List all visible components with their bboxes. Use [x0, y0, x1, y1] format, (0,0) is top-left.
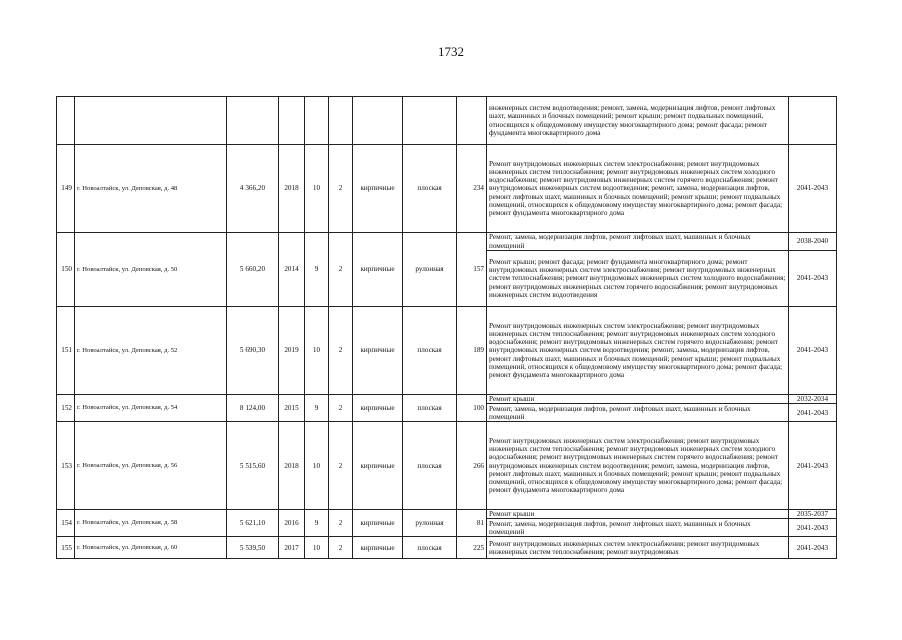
- address-cell: г. Новоалтайск, ул. Деповская, д. 58: [75, 510, 227, 537]
- apartments-cell: 225: [457, 537, 487, 559]
- floors-cell: 10: [305, 422, 329, 510]
- period-cell: 2041-2043: [789, 404, 837, 422]
- year-built-cell: 2016: [279, 510, 305, 537]
- entrances-cell: 2: [329, 510, 353, 537]
- apartments-cell: 234: [457, 145, 487, 233]
- wall-material-cell: кирпичные: [353, 422, 403, 510]
- row-number: 151: [57, 307, 75, 395]
- year-built-cell: 2017: [279, 537, 305, 559]
- entrances-cell: 2: [329, 145, 353, 233]
- address-cell: г. Новоалтайск, ул. Деповская, д. 52: [75, 307, 227, 395]
- wall-material-cell: кирпичные: [353, 395, 403, 422]
- address-cell: г. Новоалтайск, ул. Деповская, д. 48: [75, 145, 227, 233]
- row-number: 150: [57, 233, 75, 307]
- wall-material-cell: кирпичные: [353, 233, 403, 307]
- address-cell: [75, 97, 227, 145]
- table-row: [57, 422, 837, 510]
- entrances-cell: [329, 97, 353, 145]
- work-description-cell: Ремонт крыши: [487, 395, 789, 404]
- area-cell: 5 539,50: [227, 537, 279, 559]
- work-description-cell: Ремонт, замена, модернизация лифтов, ремонт лифтовых шахт, машинных и блочных помещений: [487, 233, 789, 251]
- roof-type-cell: рулонная: [403, 510, 457, 537]
- table-row: [57, 395, 837, 404]
- wall-material-cell: кирпичные: [353, 307, 403, 395]
- period-cell: 2032-2034: [789, 395, 837, 404]
- period-cell: 2041-2043: [789, 422, 837, 510]
- address-cell: г. Новоалтайск, ул. Деповская, д. 56: [75, 422, 227, 510]
- wall-material-cell: кирпичные: [353, 510, 403, 537]
- work-description-cell: Ремонт внутридомовых инженерных систем электроснабжения; ремонт внутридомовых инженерных систем теплоснабжения; ремонт внутридомовых: [487, 537, 789, 559]
- period-cell: [789, 97, 837, 145]
- apartments-cell: 189: [457, 307, 487, 395]
- area-cell: 4 366,20: [227, 145, 279, 233]
- row-number: 149: [57, 145, 75, 233]
- page-number: 1732: [438, 44, 464, 59]
- roof-type-cell: плоская: [403, 422, 457, 510]
- walls-cell: [353, 97, 403, 145]
- table-row: [57, 537, 837, 559]
- address-cell: г. Новоалтайск, ул. Деповская, д. 60: [75, 537, 227, 559]
- entrances-cell: 2: [329, 233, 353, 307]
- table-row: [57, 233, 837, 251]
- floors-cell: 10: [305, 145, 329, 233]
- roof-type-cell: рулонная: [403, 233, 457, 307]
- wall-material-cell: кирпичные: [353, 537, 403, 559]
- area-cell: 8 124,00: [227, 395, 279, 422]
- period-cell: 2041-2043: [789, 251, 837, 307]
- floors-cell: [305, 97, 329, 145]
- work-cell: инженерных систем водоотведения; ремонт, замена, модернизация лифтов, ремонт лифтовых шахт, машинных и блочных помещений; ремонт крыши; ремонт подвальных помещений, относящихся к общедомовому имуществу многоквартирного дома; ремонт фасада; ремонт фундамента многоквартирного дома: [487, 97, 789, 145]
- floors-cell: 9: [305, 395, 329, 422]
- row-number: 155: [57, 537, 75, 559]
- roof-type-cell: плоская: [403, 307, 457, 395]
- floors-cell: 10: [305, 307, 329, 395]
- wall-material-cell: кирпичные: [353, 145, 403, 233]
- entrances-cell: 2: [329, 537, 353, 559]
- roof-type-cell: плоская: [403, 537, 457, 559]
- work-description-cell: Ремонт, замена, модернизация лифтов, ремонт лифтовых шахт, машинных и блочных помещений: [487, 404, 789, 422]
- continuation-row: [57, 97, 837, 145]
- floors-cell: 9: [305, 233, 329, 307]
- area-cell: 5 690,30: [227, 307, 279, 395]
- period-cell: 2038-2040: [789, 233, 837, 251]
- roof-cell: [403, 97, 457, 145]
- work-description-cell: Ремонт, замена, модернизация лифтов, ремонт лифтовых шахт, машинных и блочных помещений: [487, 519, 789, 537]
- address-cell: г. Новоалтайск, ул. Деповская, д. 54: [75, 395, 227, 422]
- area-cell: 5 660,20: [227, 233, 279, 307]
- registry-body: [57, 97, 837, 559]
- table-row: [57, 510, 837, 519]
- row-number: 153: [57, 422, 75, 510]
- table-row: [57, 307, 837, 395]
- address-cell: г. Новоалтайск, ул. Деповская, д. 50: [75, 233, 227, 307]
- floors-cell: 9: [305, 510, 329, 537]
- row-number: 154: [57, 510, 75, 537]
- period-cell: 2035-2037: [789, 510, 837, 519]
- entrances-cell: 2: [329, 307, 353, 395]
- work-description-cell: Ремонт внутридомовых инженерных систем электроснабжения; ремонт внутридомовых инженерных систем теплоснабжения; ремонт внутридомовых инженерных систем холодного водоснабжения; ремонт внутридомовых инженерных систем горячего водоснабжения; ремонт внутридомовых инженерных систем водоотведения; ремонт, замена, модернизация лифтов, ремонт лифтовых шахт, машинных и блочных помещений; ремонт крыши; ремонт подвальных помещений, относящихся к общедомовому имуществу многоквартирного дома; ремонт фасада; ремонт фундамента многоквартирного дома: [487, 307, 789, 395]
- period-cell: 2041-2043: [789, 537, 837, 559]
- year-built-cell: 2015: [279, 395, 305, 422]
- year-cell: [279, 97, 305, 145]
- apartments-cell: 157: [457, 233, 487, 307]
- year-built-cell: 2018: [279, 145, 305, 233]
- work-description-cell: Ремонт внутридомовых инженерных систем электроснабжения; ремонт внутридомовых инженерных систем теплоснабжения; ремонт внутридомовых инженерных систем холодного водоснабжения; ремонт внутридомовых инженерных систем горячего водоснабжения; ремонт внутридомовых инженерных систем водоотведения; ремонт, замена, модернизация лифтов, ремонт лифтовых шахт, машинных и блочных помещений; ремонт крыши; ремонт подвальных помещений, относящихся к общедомовому имуществу многоквартирного дома; ремонт фасада; ремонт фундамента многоквартирного дома: [487, 422, 789, 510]
- year-built-cell: 2019: [279, 307, 305, 395]
- work-description-cell: Ремонт крыши: [487, 510, 789, 519]
- apartments-cell: 81: [457, 510, 487, 537]
- year-built-cell: 2018: [279, 422, 305, 510]
- table-row: [57, 145, 837, 233]
- num-cell: [57, 97, 75, 145]
- entrances-cell: 2: [329, 422, 353, 510]
- period-cell: 2041-2043: [789, 307, 837, 395]
- period-cell: 2041-2043: [789, 145, 837, 233]
- apartments-cell: 100: [457, 395, 487, 422]
- area-cell: 5 621,10: [227, 510, 279, 537]
- apartments-cell: [457, 97, 487, 145]
- area-cell: 5 515,60: [227, 422, 279, 510]
- entrances-cell: 2: [329, 395, 353, 422]
- housing-registry-table: [56, 96, 837, 559]
- area-cell: [227, 97, 279, 145]
- roof-type-cell: плоская: [403, 145, 457, 233]
- work-description-cell: Ремонт внутридомовых инженерных систем электроснабжения; ремонт внутридомовых инженерных систем теплоснабжения; ремонт внутридомовых инженерных систем холодного водоснабжения; ремонт внутридомовых инженерных систем горячего водоснабжения; ремонт внутридомовых инженерных систем водоотведения; ремонт, замена, модернизация лифтов, ремонт лифтовых шахт, машинных и блочных помещений; ремонт крыши; ремонт подвальных помещений, относящихся к общедомовому имуществу многоквартирного дома; ремонт фасада; ремонт фундамента многоквартирного дома: [487, 145, 789, 233]
- floors-cell: 10: [305, 537, 329, 559]
- year-built-cell: 2014: [279, 233, 305, 307]
- roof-type-cell: плоская: [403, 395, 457, 422]
- apartments-cell: 266: [457, 422, 487, 510]
- period-cell: 2041-2043: [789, 519, 837, 537]
- row-number: 152: [57, 395, 75, 422]
- work-description-cell: Ремонт крыши; ремонт фасада; ремонт фундамента многоквартирного дома; ремонт внутридомовых инженерных систем электроснабжения; ремонт внутридомовых инженерных систем теплоснабжения; ремонт внутридомовых инженерных систем холодного водоснабжения; ремонт внутридомовых инженерных систем горячего водоснабжения; ремонт внутридомовых инженерных систем водоотведения: [487, 251, 789, 307]
